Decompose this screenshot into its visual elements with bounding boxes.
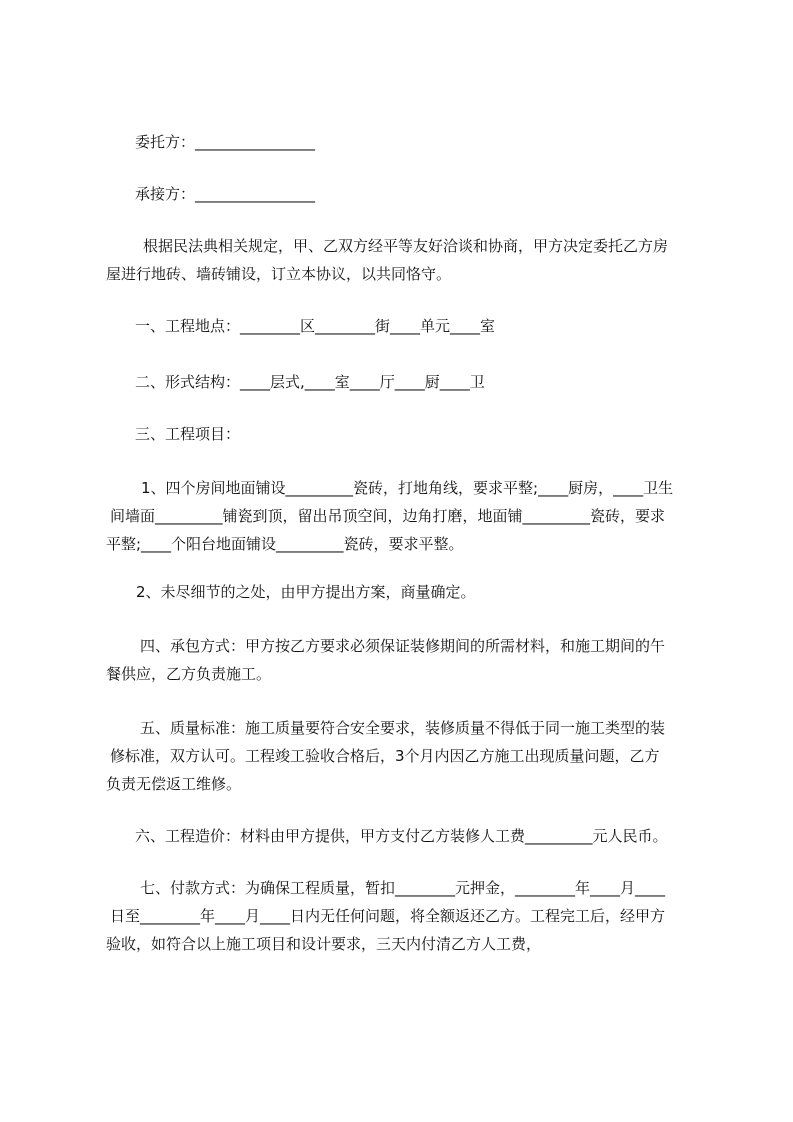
section-4-line-2: 餐供应，乙方负责施工。 [106, 665, 272, 683]
item-1-line-3: 平整;____个阳台地面铺设_________瓷砖，要求平整。 [106, 535, 464, 553]
section-1-location: 一、工程地点：________区________街____单元____室 [135, 317, 496, 335]
item-1-line-1: 1、四个房间地面铺设_________瓷砖，打地角线，要求平整;____厨房，____卫生 [141, 479, 674, 497]
intro-line-1: 根据民法典相关规定，甲、乙双方经平等友好洽谈和协商，甲方决定委托乙方房 [143, 237, 669, 255]
section-4-line-1: 四、承包方式：甲方按乙方要求必须保证装修期间的所需材料，和施工期间的午 [140, 637, 666, 655]
section-2-structure: 二、形式结构：____层式,____室____厅____厨____卫 [135, 373, 485, 391]
contractor-line: 承接方：________________ [135, 185, 316, 203]
section-7-line-2: 日至________年____月____日内无任何问题，将全额返还乙方。工程完工后，经甲方 [110, 907, 666, 925]
section-7-line-1: 七、付款方式：为确保工程质量，暂扣________元押金，________年____月____ [140, 879, 666, 897]
item-1-line-2: 间墙面_________铺瓷到顶，留出吊顶空间，边角打磨，地面铺_________瓷砖，要求 [110, 507, 666, 525]
intro-line-2: 屋进行地砖、墙砖铺设，订立本协议，以共同恪守。 [106, 265, 452, 283]
client-line: 委托方：________________ [135, 133, 316, 151]
section-5-line-1: 五、质量标准：施工质量要符合安全要求，装修质量不得低于同一施工类型的装 [140, 719, 666, 737]
section-3-heading: 三、工程项目： [135, 425, 241, 443]
section-5-line-2: 修标准，双方认可。工程竣工验收合格后，3个月内因乙方施工出现质量问题，乙方 [110, 747, 660, 765]
section-5-line-3: 负责无偿返工维修。 [106, 775, 242, 793]
section-6-line: 六、工程造价：材料由甲方提供，甲方支付乙方装修人工费_________元人民币。 [135, 827, 668, 845]
section-7-line-3: 验收，如符合以上施工项目和设计要求，三天内付清乙方人工费， [106, 935, 542, 953]
item-2-line: 2、未尽细节的之处，由甲方提出方案，商量确定。 [136, 583, 476, 601]
